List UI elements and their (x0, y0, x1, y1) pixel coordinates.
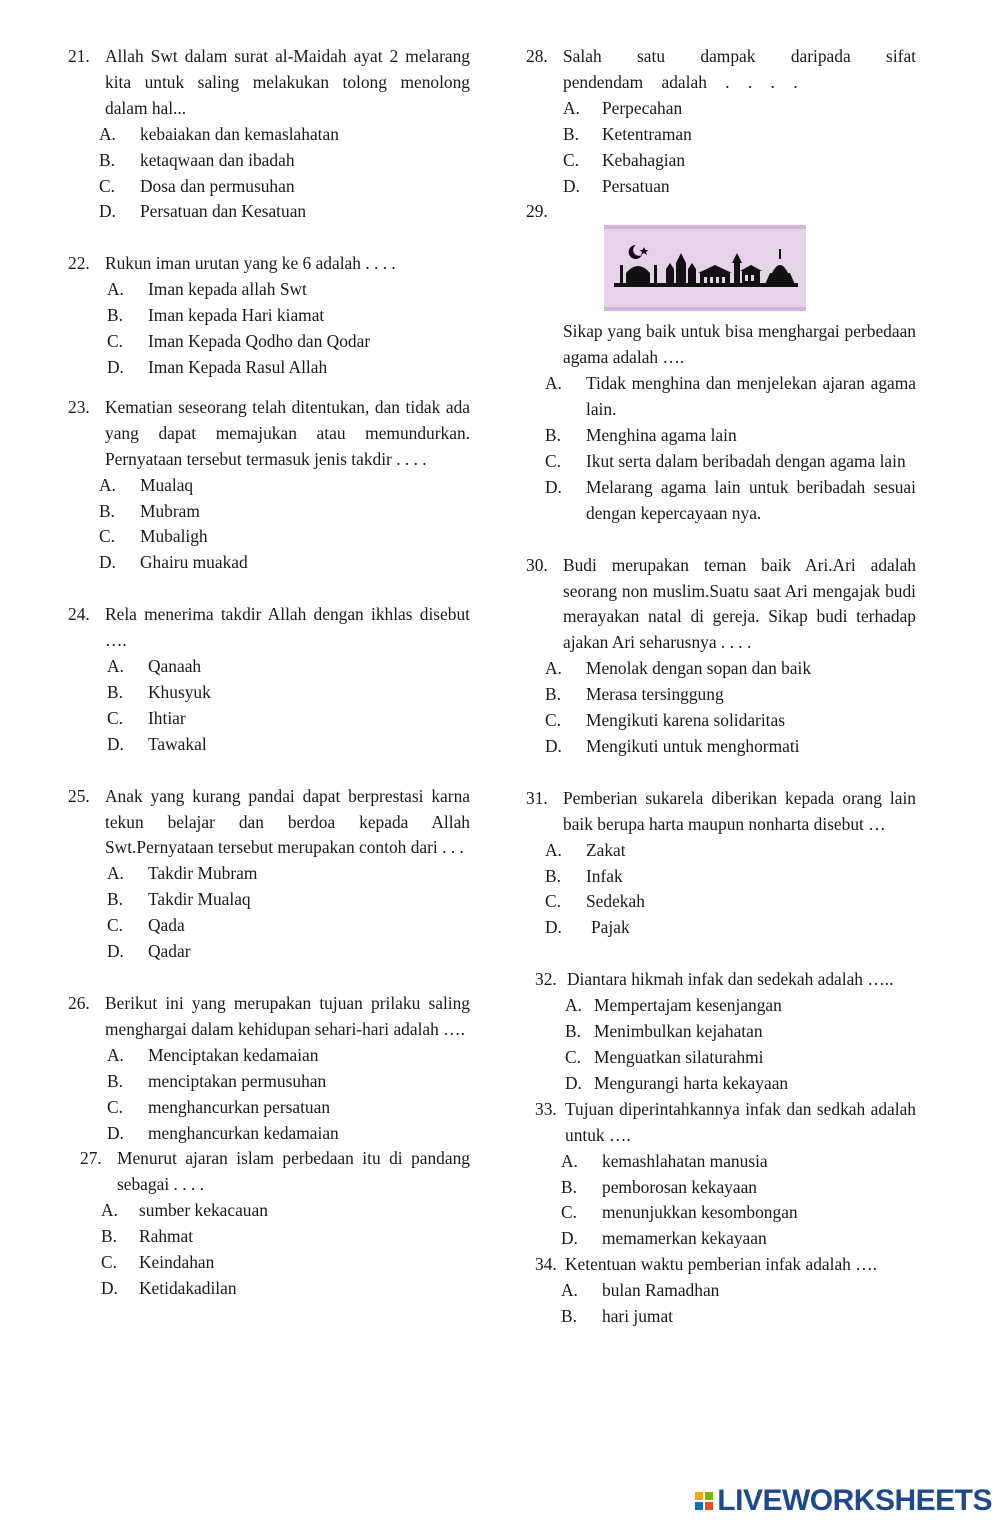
option-letter: D. (107, 1122, 124, 1143)
question-31 (526, 786, 916, 941)
places-of-worship-silhouette-icon (614, 239, 798, 291)
option-text[interactable]: menciptakan permusuhan (148, 1070, 327, 1091)
question-32 (526, 967, 916, 1097)
option-text[interactable]: menghancurkan kedamaian (148, 1122, 339, 1143)
option-text[interactable]: bulan Ramadhan (602, 1280, 720, 1301)
option-text[interactable]: Takdir Mualaq (148, 889, 251, 910)
option-letter: D. (565, 1072, 582, 1093)
option-letter: B. (107, 1070, 123, 1091)
option-text[interactable]: Mempertajam kesenjangan (594, 995, 782, 1016)
question-number: 28. (526, 46, 548, 66)
option-text[interactable]: Merasa tersinggung (586, 684, 724, 705)
option-text[interactable]: memamerkan kekayaan (602, 1228, 767, 1249)
places-of-worship-figure (604, 225, 806, 311)
option-letter: D. (107, 941, 124, 962)
option-letter: C. (565, 1047, 581, 1067)
option-text[interactable]: Mengikuti untuk menghormati (586, 735, 800, 756)
liveworksheets-brand-name: LIVEWORKSHEETS (717, 1484, 992, 1517)
question-number: 25. (68, 785, 90, 806)
option-letter: B. (107, 305, 123, 326)
option-text[interactable]: Persatuan (602, 175, 670, 196)
left-column (68, 44, 470, 1302)
question-number: 32. (535, 969, 557, 990)
option-text[interactable]: Qada (148, 915, 185, 936)
option-letter: D. (545, 917, 562, 938)
option-text[interactable]: Qanaah (148, 656, 202, 677)
option-text[interactable]: Keindahan (139, 1252, 215, 1273)
question-22 (68, 251, 470, 381)
question-number: 29. (526, 201, 548, 222)
option-text[interactable]: Tidak menghina dan menjelekan ajaran agama lain. (586, 373, 916, 420)
logo-square (705, 1492, 713, 1500)
option-text[interactable]: Menolak dengan sopan dan baik (586, 658, 812, 679)
option-letter: A. (99, 123, 116, 144)
option-letter: A. (99, 474, 116, 495)
option-text[interactable]: ketaqwaan dan ibadah (140, 149, 295, 170)
option-letter: D. (545, 476, 562, 497)
option-letter: D. (107, 356, 124, 377)
option-letter: A. (107, 656, 124, 677)
option-text[interactable]: Takdir Mubram (148, 863, 258, 884)
option-text[interactable]: Ihtiar (148, 707, 186, 728)
option-letter: B. (565, 1021, 581, 1042)
option-letter: B. (561, 1176, 577, 1197)
question-text: Rela menerima takdir Allah dengan ikhlas disebut …. (105, 604, 470, 651)
question-text: Allah Swt dalam surat al-Maidah ayat 2 melarang kita untuk saling melakukan tolong menolong dalam hal... (105, 46, 470, 118)
option-text[interactable]: menghancurkan persatuan (148, 1096, 331, 1117)
option-letter: B. (107, 681, 123, 702)
option-letter: D. (107, 733, 124, 754)
option-text[interactable]: Khusyuk (148, 681, 211, 702)
question-text: Budi merupakan teman baik Ari.Ari adalah seorang non muslim.Suatu saat Ari mengajak budi merayakan natal di gereja. Sikap budi terhadap ajakan Ari seharusnya . . . . (563, 554, 916, 653)
option-letter: C. (545, 710, 561, 731)
option-letter: C. (563, 149, 579, 170)
question-text: Pemberian sukarela diberikan kepada orang lain baik berupa harta maupun nonharta disebut … (563, 787, 916, 834)
option-text[interactable]: Mengurangi harta kekayaan (594, 1072, 789, 1093)
question-text: Kematian seseorang telah ditentukan, dan tidak ada yang dapat memajukan atau memundurkan. Pernyataan tersebut termasuk jenis takdir . . . . (105, 396, 470, 469)
option-letter: B. (563, 123, 579, 144)
option-letter: C. (99, 526, 115, 547)
option-letter: A. (545, 839, 562, 860)
option-text[interactable]: Iman Kepada Qodho dan Qodar (148, 331, 371, 352)
question-number: 23. (68, 396, 90, 417)
option-text[interactable]: Zakat (586, 839, 626, 860)
option-letter: B. (561, 1306, 577, 1327)
question-number: 24. (68, 604, 90, 625)
option-text[interactable]: Mubaligh (140, 526, 208, 547)
question-text: Anak yang kurang pandai dapat berprestasi karna tekun belajar dan berdoa kepada Allah Swt.Pernyataan tersebut merupakan contoh dari . . . (105, 785, 470, 858)
option-text[interactable]: Qadar (148, 941, 191, 962)
option-letter: A. (101, 1200, 118, 1221)
question-number: 30. (526, 554, 548, 575)
option-letter: B. (545, 684, 561, 705)
option-text[interactable]: Iman kepada allah Swt (148, 279, 307, 300)
option-text[interactable]: Ghairu muakad (140, 552, 248, 573)
option-letter: C. (101, 1252, 117, 1273)
question-33 (526, 1097, 916, 1252)
option-letter: B. (107, 889, 123, 910)
option-letter: D. (99, 552, 116, 573)
option-text[interactable]: Dosa dan permusuhan (140, 175, 295, 196)
option-letter: D. (563, 175, 580, 196)
option-text[interactable]: hari jumat (602, 1306, 673, 1327)
option-letter: A. (545, 658, 562, 679)
option-text[interactable]: Infak (586, 865, 623, 886)
question-number: 21. (68, 46, 90, 66)
option-text[interactable]: Mengikuti karena solidaritas (586, 710, 785, 731)
option-text[interactable]: Ketentraman (602, 123, 692, 144)
question-number: 26. (68, 993, 90, 1013)
option-letter: C. (107, 1096, 123, 1117)
question-27 (68, 1146, 470, 1301)
option-letter: C. (545, 450, 561, 471)
question-text: Sikap yang baik untuk bisa menghargai perbedaan agama adalah …. (563, 321, 916, 368)
question-26 (68, 991, 470, 1146)
option-letter: C. (107, 915, 123, 936)
question-number: 31. (526, 787, 548, 808)
question-number: 22. (68, 253, 90, 274)
question-text: Rukun iman urutan yang ke 6 adalah . . . . (105, 253, 396, 274)
option-letter: C. (545, 891, 561, 912)
option-letter: B. (545, 865, 561, 886)
option-letter: B. (99, 149, 115, 170)
option-text[interactable]: pemborosan kekayaan (602, 1176, 758, 1197)
option-text[interactable]: Menguatkan silaturahmi (594, 1047, 764, 1067)
question-24 (68, 602, 470, 757)
question-number: 33. (535, 1098, 557, 1119)
question-25 (68, 784, 470, 965)
question-23 (68, 395, 470, 576)
option-letter: C. (107, 707, 123, 728)
question-21 (68, 44, 470, 225)
question-29 (526, 199, 916, 526)
option-text[interactable]: Mualaq (140, 474, 194, 495)
right-column (526, 44, 916, 1330)
option-text[interactable]: Iman Kepada Rasul Allah (148, 356, 328, 377)
option-letter: A. (561, 1280, 578, 1301)
option-text[interactable]: menunjukkan kesombongan (602, 1202, 798, 1223)
question-text: Diantara hikmah infak dan sedekah adalah ….. (567, 969, 894, 990)
option-text[interactable]: Tawakal (148, 733, 207, 754)
question-28 (526, 44, 916, 199)
logo-square (695, 1502, 703, 1510)
option-text[interactable]: Menimbulkan kejahatan (594, 1021, 763, 1042)
question-text: Tujuan diperintahkannya infak dan sedkah adalah untuk …. (565, 1098, 916, 1145)
option-text[interactable]: Rahmat (139, 1226, 194, 1247)
question-30 (526, 553, 916, 760)
question-text: Ketentuan waktu pemberian infak adalah …. (565, 1254, 877, 1275)
option-text[interactable]: Melarang agama lain untuk beribadah sesuai dengan kepercayaan nya. (586, 476, 916, 523)
option-text[interactable]: Kebahagian (602, 149, 686, 170)
question-text: Salah satu dampak daripada sifat pendendam adalah . . . . (563, 46, 916, 92)
option-text[interactable]: Persatuan dan Kesatuan (140, 201, 307, 222)
option-text[interactable]: Sedekah (586, 891, 645, 912)
option-letter: D. (545, 735, 562, 756)
option-text[interactable]: Mubram (140, 500, 200, 521)
option-letter: D. (99, 201, 116, 222)
question-text: Menurut ajaran islam perbedaan itu di pandang sebagai . . . . (117, 1148, 470, 1195)
option-letter: A. (545, 373, 562, 394)
option-letter: A. (107, 279, 124, 300)
option-letter: B. (101, 1226, 117, 1247)
option-letter: B. (545, 424, 561, 445)
logo-square (695, 1492, 703, 1500)
option-letter: C. (99, 175, 115, 196)
option-text[interactable]: Ketidakadilan (139, 1277, 237, 1298)
option-letter: A. (107, 1044, 124, 1065)
option-text[interactable]: Menghina agama lain (586, 424, 737, 445)
option-text[interactable]: Iman kepada Hari kiamat (148, 305, 325, 326)
option-text[interactable]: Perpecahan (602, 97, 683, 118)
question-34 (526, 1252, 916, 1330)
option-letter: B. (99, 500, 115, 521)
liveworksheets-logo-icon (695, 1492, 713, 1510)
option-letter: A. (565, 995, 582, 1016)
option-text[interactable]: kemashlahatan manusia (602, 1150, 768, 1171)
option-text[interactable]: Menciptakan kedamaian (148, 1044, 319, 1065)
option-letter: A. (563, 97, 580, 118)
liveworksheets-logo[interactable] (695, 1484, 992, 1518)
question-number: 27. (80, 1148, 102, 1169)
question-number: 34. (535, 1254, 557, 1275)
question-text: Berikut ini yang merupakan tujuan prilaku saling menghargai dalam kehidupan sehari-hari adalah …. (105, 993, 470, 1039)
figure-bottom-border (604, 307, 806, 311)
option-letter: D. (561, 1228, 578, 1249)
logo-square (705, 1502, 713, 1510)
figure-top-border (604, 225, 806, 229)
option-text[interactable]: Ikut serta dalam beribadah dengan agama lain (586, 450, 906, 471)
option-letter: A. (107, 863, 124, 884)
option-text[interactable]: Pajak (591, 917, 630, 938)
option-letter: C. (107, 331, 123, 352)
option-letter: D. (101, 1277, 118, 1298)
option-text[interactable]: kebaiakan dan kemaslahatan (140, 123, 339, 144)
option-text[interactable]: sumber kekacauan (139, 1200, 268, 1221)
option-letter: C. (561, 1202, 577, 1223)
option-letter: A. (561, 1150, 578, 1171)
